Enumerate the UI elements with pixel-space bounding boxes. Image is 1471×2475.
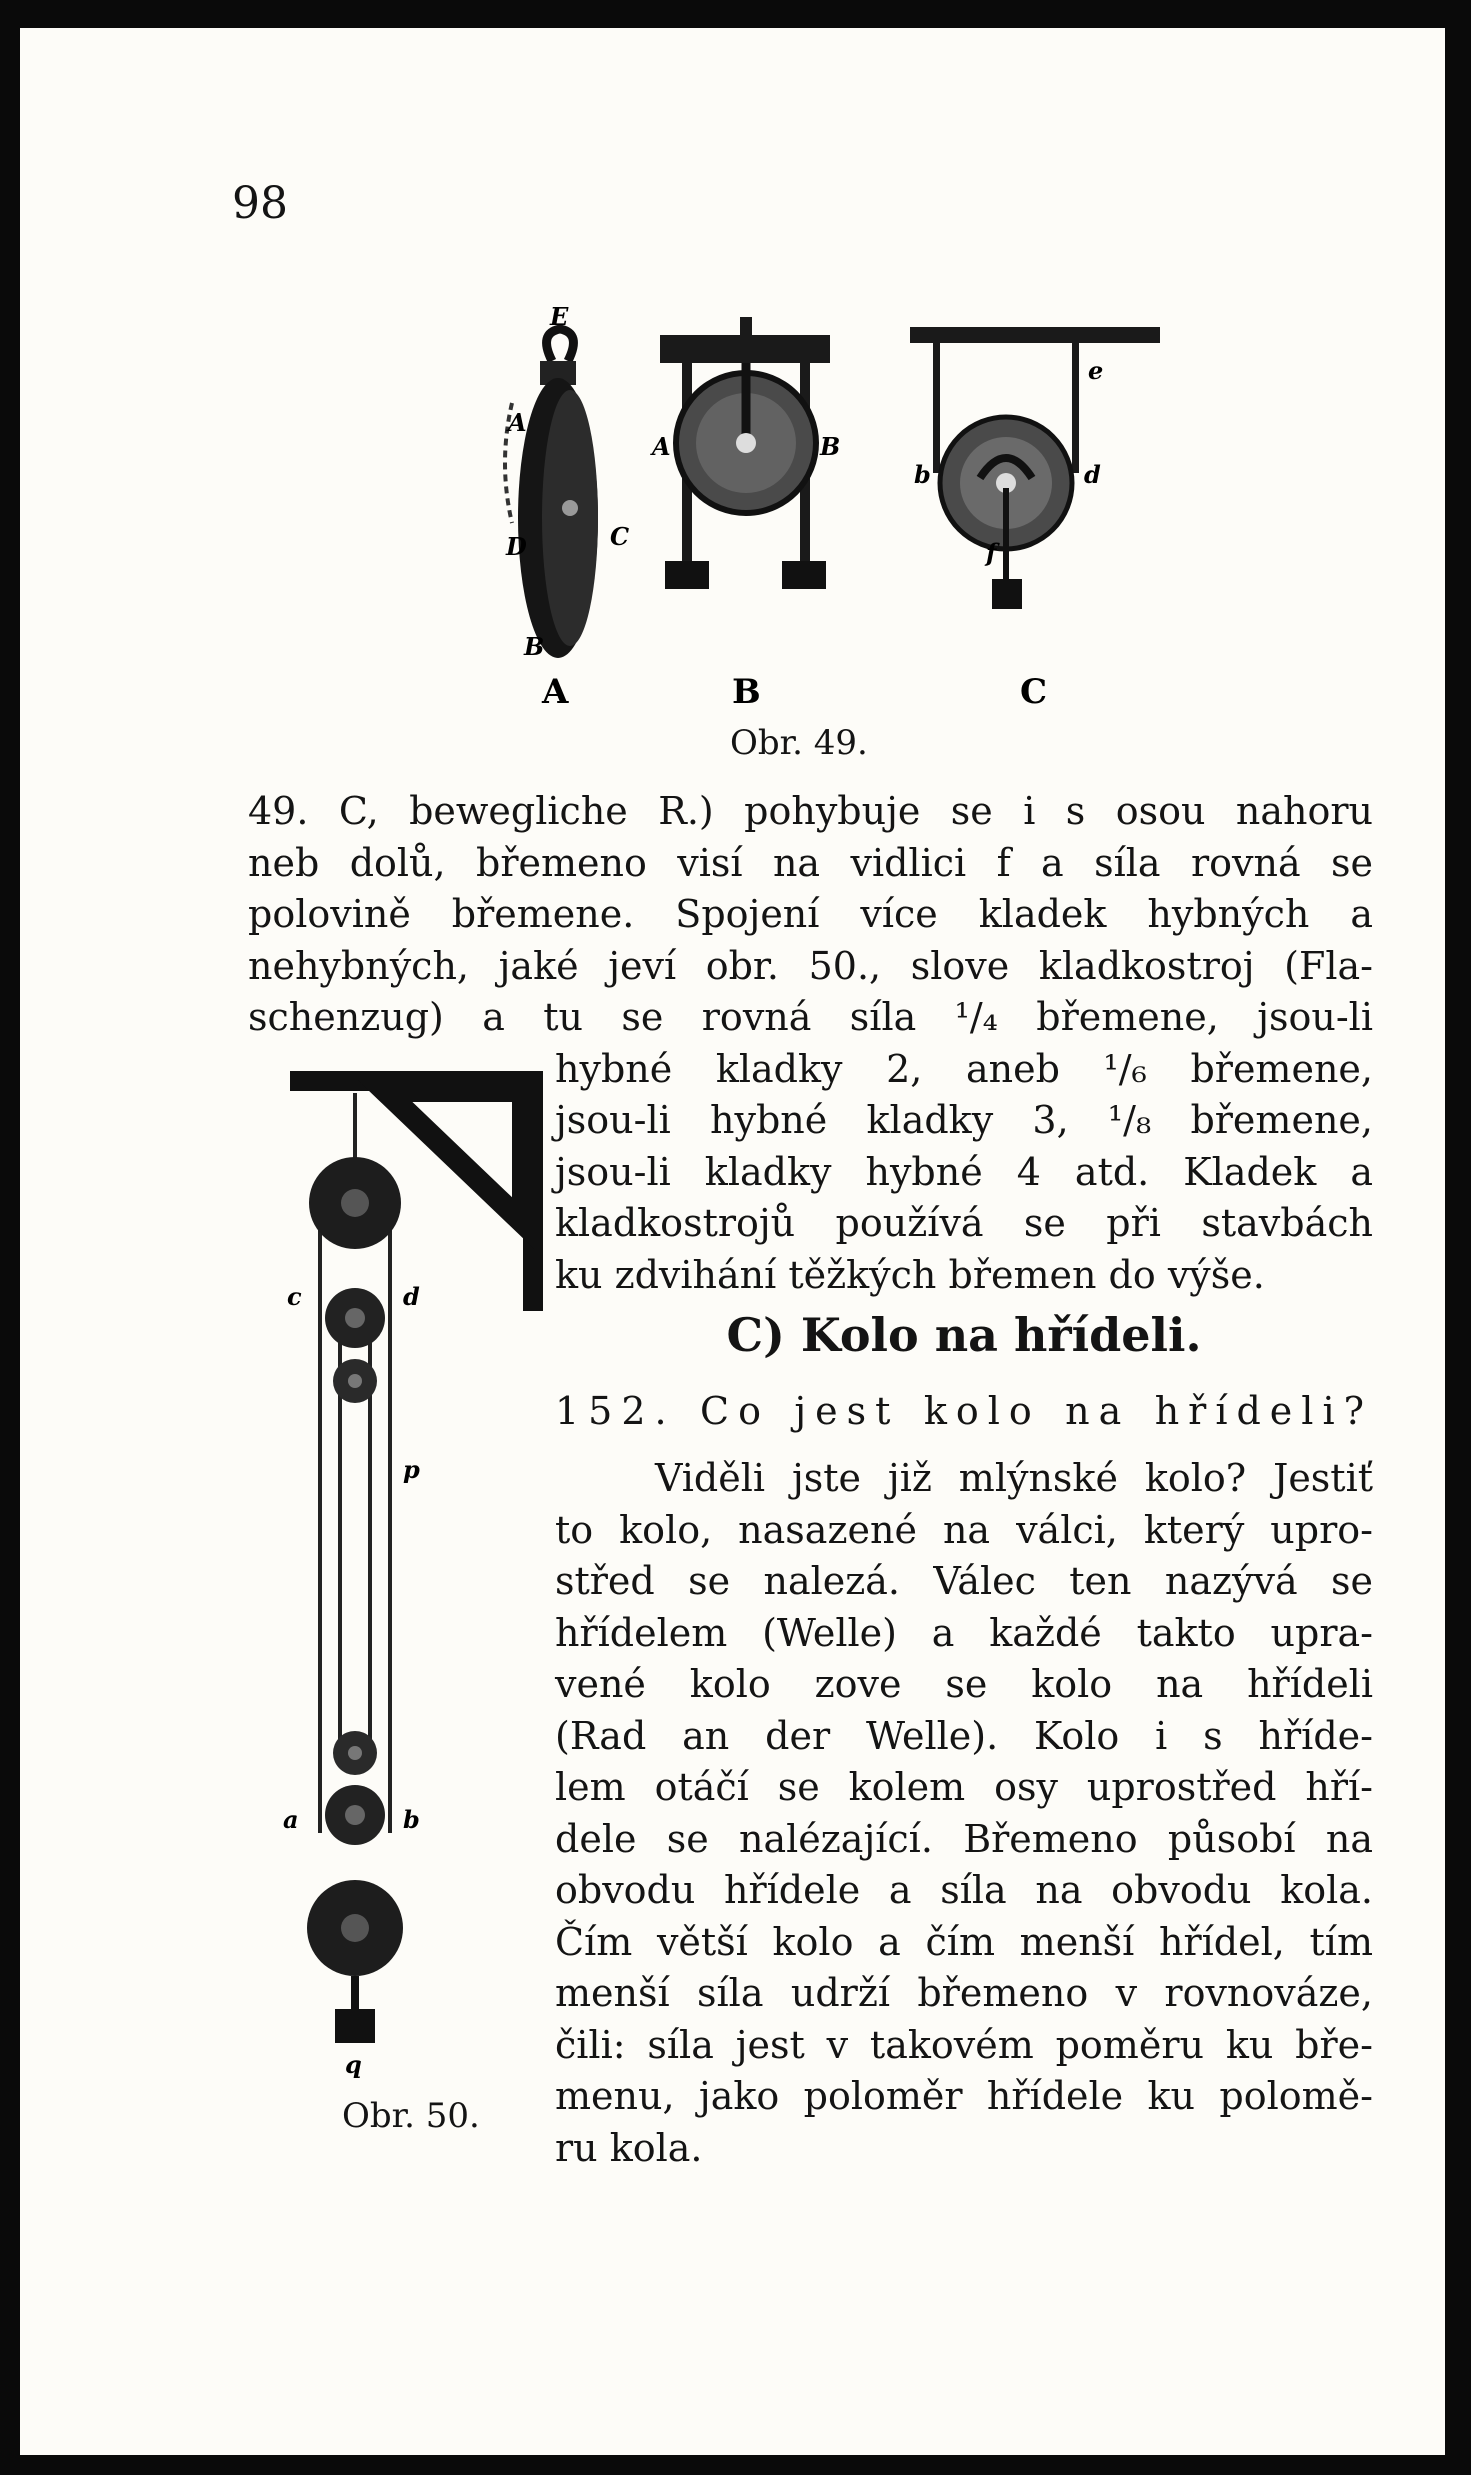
figure-50-caption: Obr. 50. [342, 2096, 480, 2136]
label-b-a: A [652, 432, 671, 461]
paragraph-152 [555, 1453, 1373, 2174]
pulley-illustrations [420, 283, 1200, 743]
question-number: 152. [555, 1389, 676, 1433]
label-c-f: f [986, 538, 997, 567]
movable-pulley-c [910, 327, 1160, 609]
label-b-b: B [820, 432, 841, 461]
text-line: ku zdvihání těžkých břemen do výše. [555, 1252, 1265, 1297]
text-line: jsou-li hybné kladky 3, ¹/₈ břemene, [555, 1098, 1373, 1142]
question-152 [555, 1386, 1373, 1438]
label-50-p: p [403, 1455, 420, 1484]
block-and-tackle-illustration [265, 1063, 565, 2123]
text-line: schenzug) a tu se rovná síla ¹/₄ břemene, jsou-li [248, 995, 1373, 1039]
figure-49 [420, 283, 1200, 743]
panel-label-c: C [1020, 672, 1048, 712]
question-text: Co jest kolo na hřídeli? [700, 1389, 1373, 1433]
text-line: to kolo, nasazené na válci, který upro- [555, 1507, 1373, 1552]
panel-label-b: B [732, 672, 761, 712]
text-line: Viděli jste již mlýnské kolo? Jestiť [655, 1456, 1373, 1500]
label-50-b: b [403, 1805, 420, 1834]
text-line: menší síla udrží břemeno v rovnováze, [555, 1971, 1373, 2015]
label-a-b: B [524, 632, 545, 661]
text-line: obvodu hřídele a síla na obvodu kola. [555, 1868, 1373, 1912]
text-line: 49. C, bewegliche R.) pohybuje se i s osou nahoru [248, 789, 1373, 833]
label-50-d: d [403, 1282, 420, 1311]
label-50-c: c [287, 1282, 302, 1311]
panel-label-a: A [542, 672, 569, 712]
text-line: neb dolů, břemeno visí na vidlici f a síla rovná se [248, 840, 1373, 885]
paragraph-49-narrow [555, 1044, 1373, 1302]
paragraph-49-wide [248, 786, 1373, 1044]
label-a-a: A [508, 408, 527, 437]
label-50-a: a [283, 1805, 299, 1834]
label-a-c: C [610, 522, 630, 551]
text-line: (Rad an der Welle). Kolo i s hříde- [555, 1713, 1373, 1758]
text-line: dele se nalézající. Břemeno působí na [555, 1816, 1373, 1861]
text-line: vené kolo zove se kolo na hřídeli [555, 1662, 1373, 1706]
text-line: ru kola. [555, 2125, 703, 2170]
figure-50 [265, 1063, 565, 2123]
label-c-d: d [1084, 460, 1101, 489]
text-line: střed se nalezá. Válec ten nazývá se [555, 1559, 1373, 1603]
text-line: menu, jako poloměr hřídele ku polomě- [555, 2074, 1373, 2118]
section-heading: C) Kolo na hřídeli. [726, 1308, 1202, 1362]
text-line: jsou-li kladky hybné 4 atd. Kladek a [555, 1149, 1373, 1194]
fixed-pulley-b [660, 317, 830, 589]
figure-49-caption: Obr. 49. [730, 723, 868, 763]
text-line: čili: síla jest v takovém poměru ku bře- [555, 2022, 1373, 2067]
text-line: kladkostrojů používá se při stavbách [555, 1201, 1373, 1245]
text-line: hřídelem (Welle) a každé takto upra- [555, 1610, 1373, 1655]
page-number: 98 [232, 178, 288, 229]
label-c-e: e [1088, 356, 1104, 385]
text-line: polovině břemene. Spojení více kladek hybných a [248, 892, 1373, 936]
label-c-b: b [914, 460, 931, 489]
label-a-e: E [550, 302, 569, 331]
pulley-block-a [505, 329, 598, 658]
label-50-q: q [345, 2050, 362, 2079]
book-page [20, 28, 1445, 2455]
text-line: nehybných, jaké jeví obr. 50., slove kladkostroj (Fla- [248, 943, 1373, 988]
label-a-d: D [506, 532, 527, 561]
text-line: Čím větší kolo a čím menší hřídel, tím [555, 1919, 1373, 1964]
text-line: hybné kladky 2, aneb ¹/₆ břemene, [555, 1046, 1373, 1091]
text-line: lem otáčí se kolem osy uprostřed hří- [555, 1765, 1373, 1809]
upper-pulleys [309, 1157, 401, 1403]
